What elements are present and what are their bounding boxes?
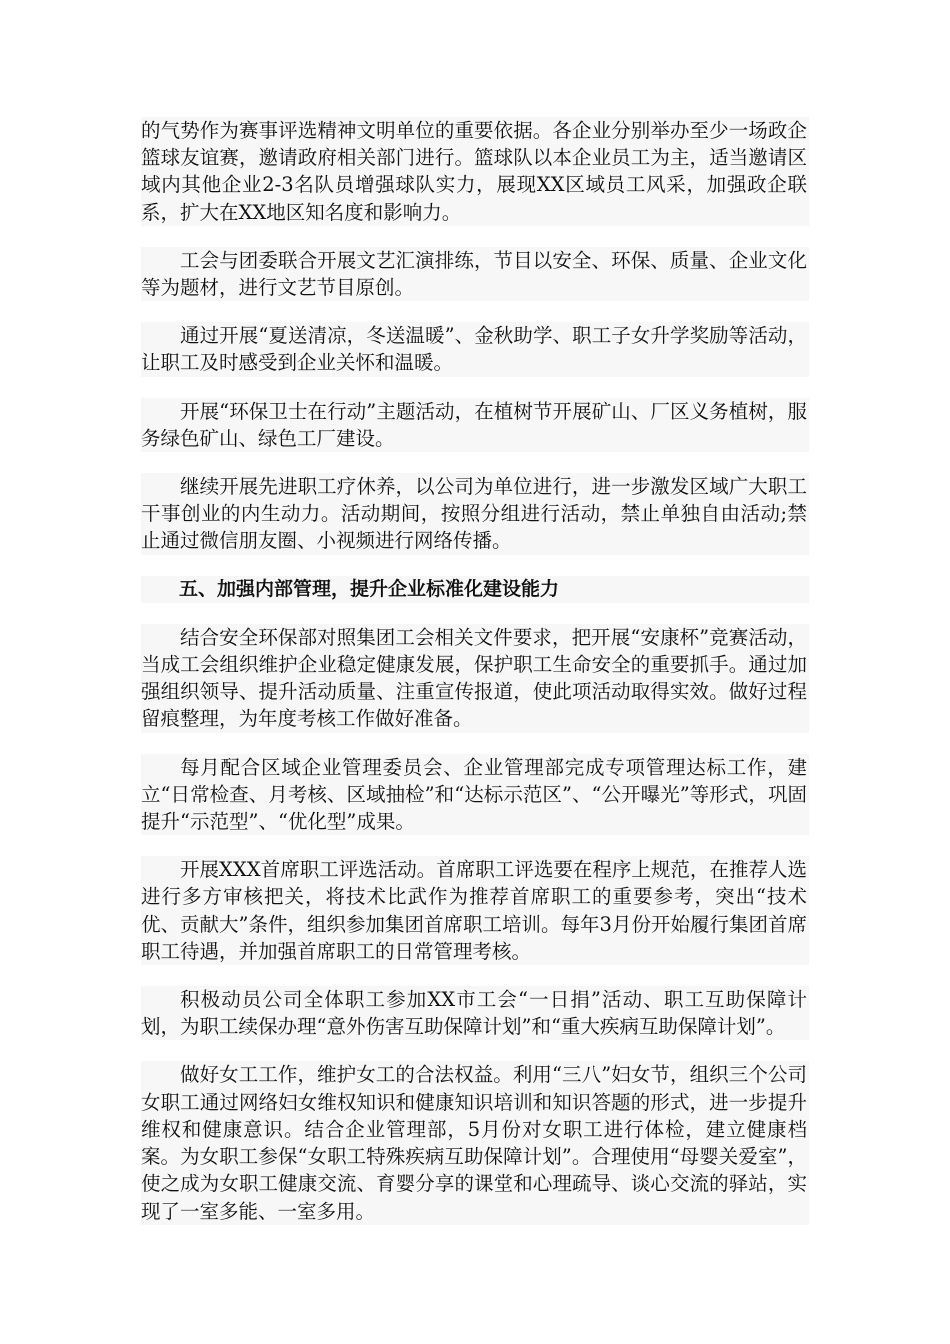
paragraph-chief-worker: 开展XXX首席职工评选活动。首席职工评选要在程序上规范，在推荐人选进行多方审核把关，将技术比武作为推荐首席职工的重要参考，突出“技术优、贡献大”条件，组织参加集团首席职工培训。每年3月份开始履行集团首席职工待遇，并加强首席职工的日常管理考核。 [141, 856, 809, 965]
paragraph-basketball: 的气势作为赛事评选精神文明单位的重要依据。各企业分别举办至少一场政企篮球友谊赛，邀请政府相关部门进行。篮球队以本企业员工为主，适当邀请区域内其他企业2-3名队员增强球队实力，展现XX区域员工风采，加强政企联系，扩大在XX地区知名度和影响力。 [141, 117, 809, 226]
document-body [141, 117, 809, 1246]
paragraph-art-performance: 工会与团委联合开展文艺汇演排练，节目以安全、环保、质量、企业文化等为题材，进行文艺节目原创。 [141, 247, 809, 301]
paragraph-care-activities: 通过开展“夏送清凉，冬送温暖”、金秋助学、职工子女升学奖励等活动，让职工及时感受到企业关怀和温暖。 [141, 322, 809, 376]
section-heading-internal-management: 五、加强内部管理，提升企业标准化建设能力 [141, 576, 809, 603]
paragraph-management-standards: 每月配合区域企业管理委员会、企业管理部完成专项管理达标工作，建立“日常检查、月考核、区域抽检”和“达标示范区”、“公开曝光”等形式，巩固提升“示范型”、“优化型”成果。 [141, 754, 809, 836]
paragraph-tree-planting: 开展“环保卫士在行动”主题活动，在植树节开展矿山、厂区义务植树，服务绿色矿山、绿色工厂建设。 [141, 398, 809, 452]
paragraph-ankang-cup: 结合安全环保部对照集团工会相关文件要求，把开展“安康杯”竞赛活动，当成工会组织维护企业稳定健康发展，保护职工生命安全的重要抓手。通过加强组织领导、提升活动质量、注重宣传报道，使此项活动取得实效。做好过程留痕整理，为年度考核工作做好准备。 [141, 624, 809, 733]
paragraph-donation: 积极动员公司全体职工参加XX市工会“一日捐”活动、职工互助保障计划，为职工续保办理“意外伤害互助保障计划”和“重大疾病互助保障计划”。 [141, 986, 809, 1040]
paragraph-recuperation: 继续开展先进职工疗休养，以公司为单位进行，进一步激发区域广大职工干事创业的内生动力。活动期间，按照分组进行活动，禁止单独自由活动;禁止通过微信朋友圈、小视频进行网络传播。 [141, 473, 809, 555]
paragraph-female-workers: 做好女工工作，维护女工的合法权益。利用“三八”妇女节，组织三个公司女职工通过网络妇女维权知识和健康知识培训和知识答题的形式，进一步提升维权和健康意识。结合企业管理部，5月份对女职工进行体检，建立健康档案。为女职工参保“女职工特殊疾病互助保障计划”。合理使用“母婴关爱室”，使之成为女职工健康交流、育婴分享的课堂和心理疏导、谈心交流的驿站，实现了一室多能、一室多用。 [141, 1061, 809, 1224]
